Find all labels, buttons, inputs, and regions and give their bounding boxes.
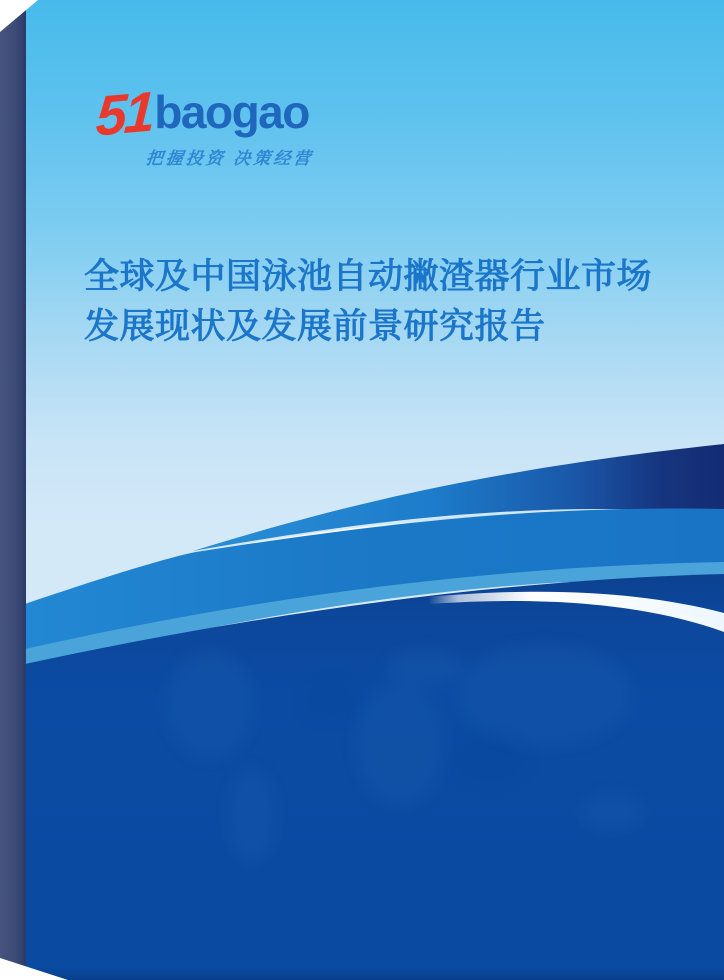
brand-tagline: 把握投资 决策经营 [144, 149, 315, 168]
report-title-line2: 发展现状及发展前景研究报告 [84, 307, 546, 346]
report-title-line1: 全球及中国泳池自动撇渣器行业市场 [84, 257, 653, 296]
logo-51-mark: 51 [94, 79, 154, 148]
book-spine [0, 0, 26, 980]
logo-wordmark: baogao [154, 86, 309, 138]
brand-logo [94, 79, 315, 169]
report-title [84, 252, 684, 352]
